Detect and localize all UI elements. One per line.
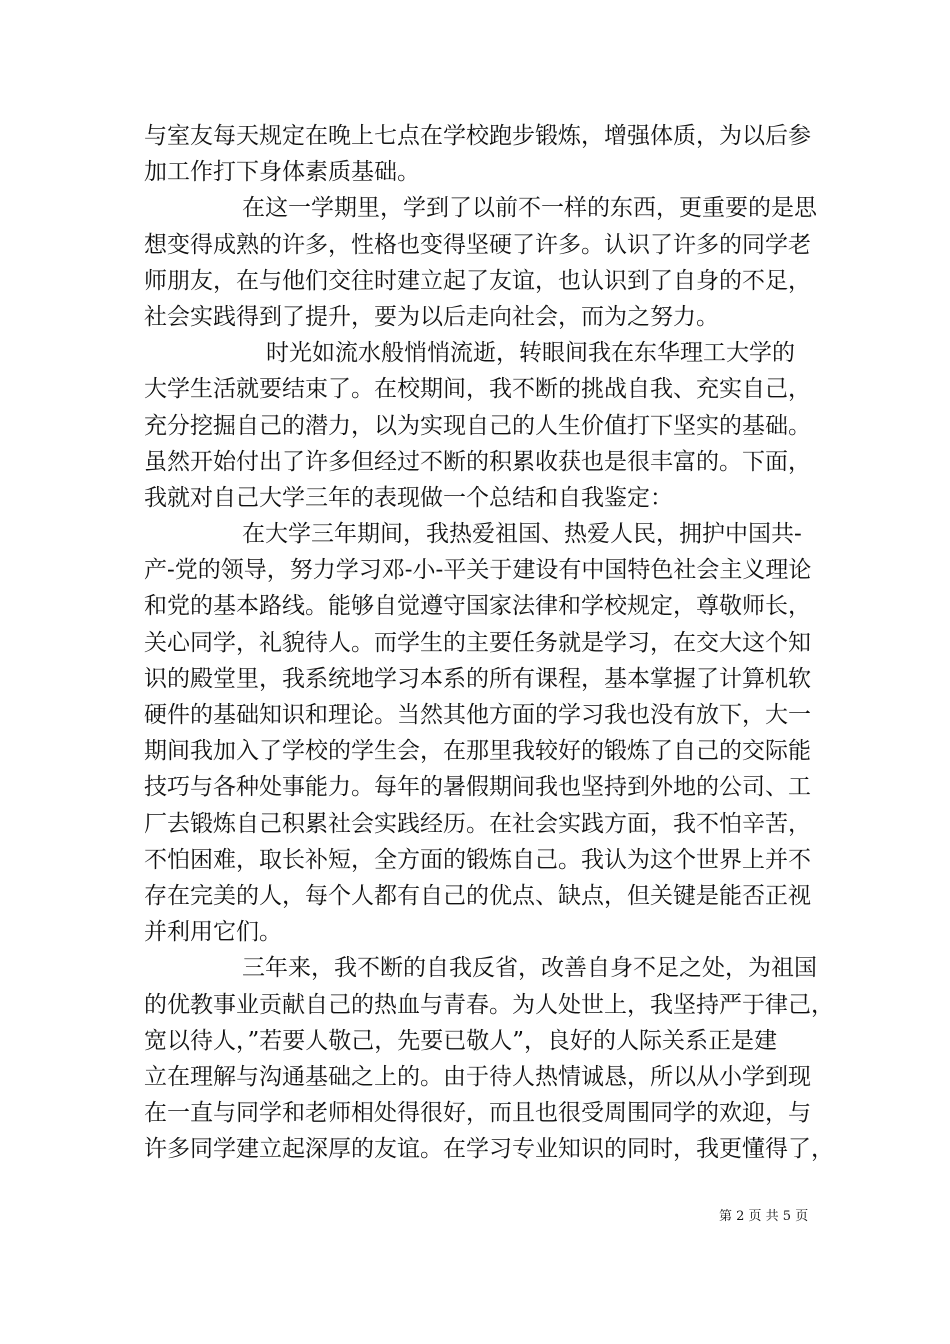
text-line: 与室友每天规定在晚上七点在学校跑步锻炼，增强体质，为以后参 xyxy=(144,123,811,149)
text-line: 技巧与各种处事能力。每年的暑假期间我也坚持到外地的公司、工 xyxy=(144,774,811,801)
paragraph-start-line: 三年来，我不断的自我反省，改善自身不足之处，为祖国 xyxy=(242,955,817,982)
text-line: 虽然开始付出了许多但经过不断的积累收获也是很丰富的。下面， xyxy=(144,448,811,475)
text-line: 存在完美的人，每个人都有自己的优点、缺点，但关键是能否正视 xyxy=(144,882,811,909)
text-line: 和党的基本路线。能够自觉遵守国家法律和学校规定，尊敬师长， xyxy=(144,593,811,620)
text-line: 想变得成熟的许多，性格也变得坚硬了许多。认识了许多的同学老 xyxy=(144,231,811,258)
text-line: 不怕困难，取长补短，全方面的锻炼自己。我认为这个世界上并不 xyxy=(144,846,811,873)
text-line: 关心同学，礼貌待人。而学生的主要任务就是学习，在交大这个知 xyxy=(144,629,811,656)
paragraph-start-line: 在这一学期里，学到了以前不一样的东西，更重要的是思 xyxy=(242,195,817,222)
text-line: 并利用它们。 xyxy=(144,919,282,946)
text-line: 许多同学建立起深厚的友谊。在学习专业知识的同时，我更懂得了， xyxy=(144,1136,834,1163)
text-line: 社会实践得到了提升，要为以后走向社会，而为之努力。 xyxy=(144,303,719,330)
text-line: 大学生活就要结束了。在校期间，我不断的挑战自我、充实自己， xyxy=(144,376,811,403)
text-line: 立在理解与沟通基础之上的。由于待人热情诚恳，所以从小学到现 xyxy=(144,1063,811,1090)
text-line: 宽以待人，”若要人敬己，先要已敬人”，良好的人际关系正是建 xyxy=(144,1027,778,1054)
text-line: 充分挖掘自己的潜力，以为实现自己的人生价值打下坚实的基础。 xyxy=(144,412,811,439)
text-line: 在一直与同学和老师相处得很好，而且也很受周围同学的欢迎，与 xyxy=(144,1100,811,1127)
text-line: 识的殿堂里，我系统地学习本系的所有课程，基本掌握了计算机软 xyxy=(144,665,811,692)
text-line: 硬件的基础知识和理论。当然其他方面的学习我也没有放下，大一 xyxy=(144,702,811,728)
text-line: 产-党的领导，努力学习邓-小-平关于建设有中国特色社会主义理论 xyxy=(144,557,812,584)
text-line: 期间我加入了学校的学生会，在那里我较好的锻炼了自己的交际能 xyxy=(144,738,811,765)
text-line: 我就对自己大学三年的表现做一个总结和自我鉴定： xyxy=(144,484,673,511)
text-line: 师朋友，在与他们交往时建立起了友谊，也认识到了自身的不足， xyxy=(144,267,811,294)
paragraph-start-line: 时光如流水般悄悄流逝，转眼间我在东华理工大学的 xyxy=(266,340,795,367)
text-line: 加工作打下身体素质基础。 xyxy=(144,159,420,186)
paragraph-start-line: 在大学三年期间，我热爱祖国、热爱人民，拥护中国共- xyxy=(242,521,802,548)
text-line: 厂去锻炼自己积累社会实践经历。在社会实践方面，我不怕辛苦， xyxy=(144,810,811,837)
body-text xyxy=(144,118,834,1167)
page-number-footer: 第 2 页 共 5 页 xyxy=(719,1209,809,1224)
text-line: 的优教事业贡献自己的热血与青春。为人处世上，我坚持严于律己， xyxy=(144,991,834,1018)
